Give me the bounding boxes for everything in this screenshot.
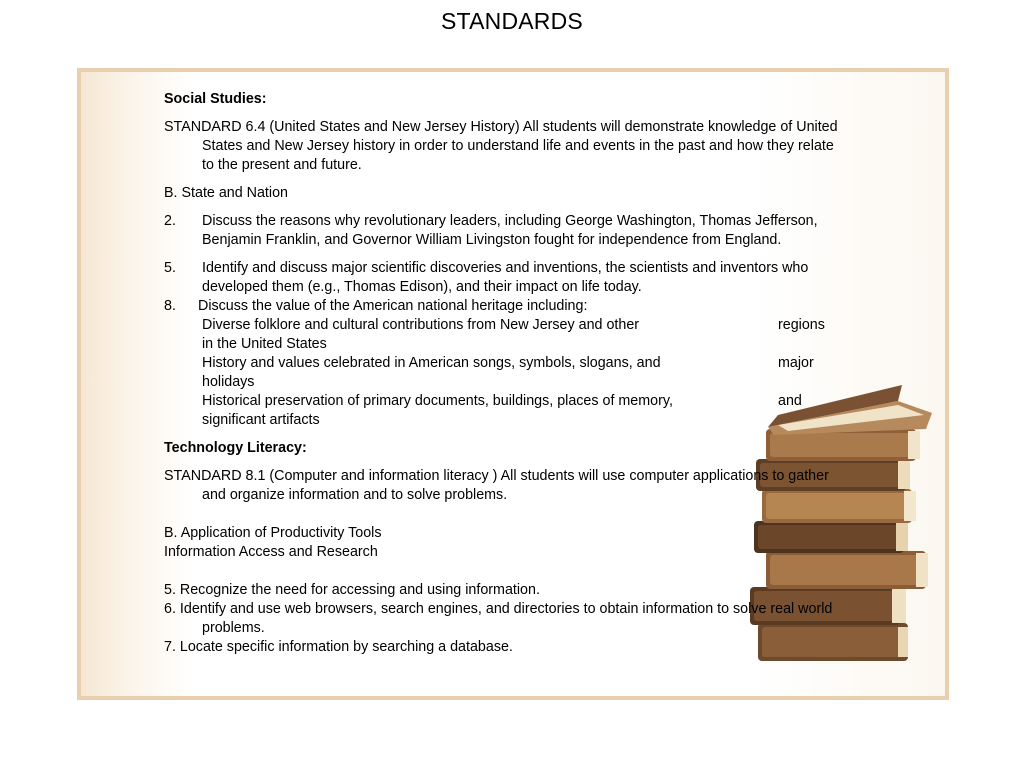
- page-title: STANDARDS: [441, 8, 583, 34]
- state-and-nation-section: B. State and Nation: [164, 185, 288, 201]
- heritage-subitem: Historical preservation of primary documents, buildings, places of memory, and significant artifacts: [202, 393, 802, 428]
- list-item: 8. Discuss the value of the American national heritage including:: [164, 298, 588, 314]
- list-item: 2. Discuss the reasons why revolutionary leaders, including George Washington, Thomas Jefferson, Benjamin Franklin, and Governor William Livingston fought for independence from England.: [164, 213, 818, 248]
- list-item: 7. Locate specific information by searching a database.: [164, 639, 513, 655]
- standards-content: [164, 90, 844, 657]
- technology-standard: STANDARD 8.1 (Computer and information literacy ) All students will use computer applications to gather and organize information and to solve problems.: [164, 468, 829, 503]
- list-item: 5. Recognize the need for accessing and using information.: [164, 582, 540, 598]
- social-studies-heading: Social Studies:: [164, 91, 267, 107]
- heritage-subitem: History and values celebrated in American songs, symbols, slogans, and major holidays: [202, 355, 814, 390]
- list-item: 6. Identify and use web browsers, search engines, and directories to obtain information to solve real world problems.: [164, 601, 833, 636]
- social-studies-standard: STANDARD 6.4 (United States and New Jersey History) All students will demonstrate knowledge of United States and New Jersey history in order to understand life and events in the past and how they relate to the present and future.: [164, 119, 838, 173]
- technology-heading: Technology Literacy:: [164, 440, 307, 456]
- list-item: 5. Identify and discuss major scientific discoveries and inventions, the scientists and inventors who developed them (e.g., Thomas Edison), and their impact on life today.: [164, 260, 809, 295]
- information-access-subsection: Information Access and Research: [164, 544, 378, 560]
- heritage-subitem: Diverse folklore and cultural contributions from New Jersey and other regions in the United States: [202, 317, 825, 352]
- productivity-tools-section: B. Application of Productivity Tools: [164, 525, 382, 541]
